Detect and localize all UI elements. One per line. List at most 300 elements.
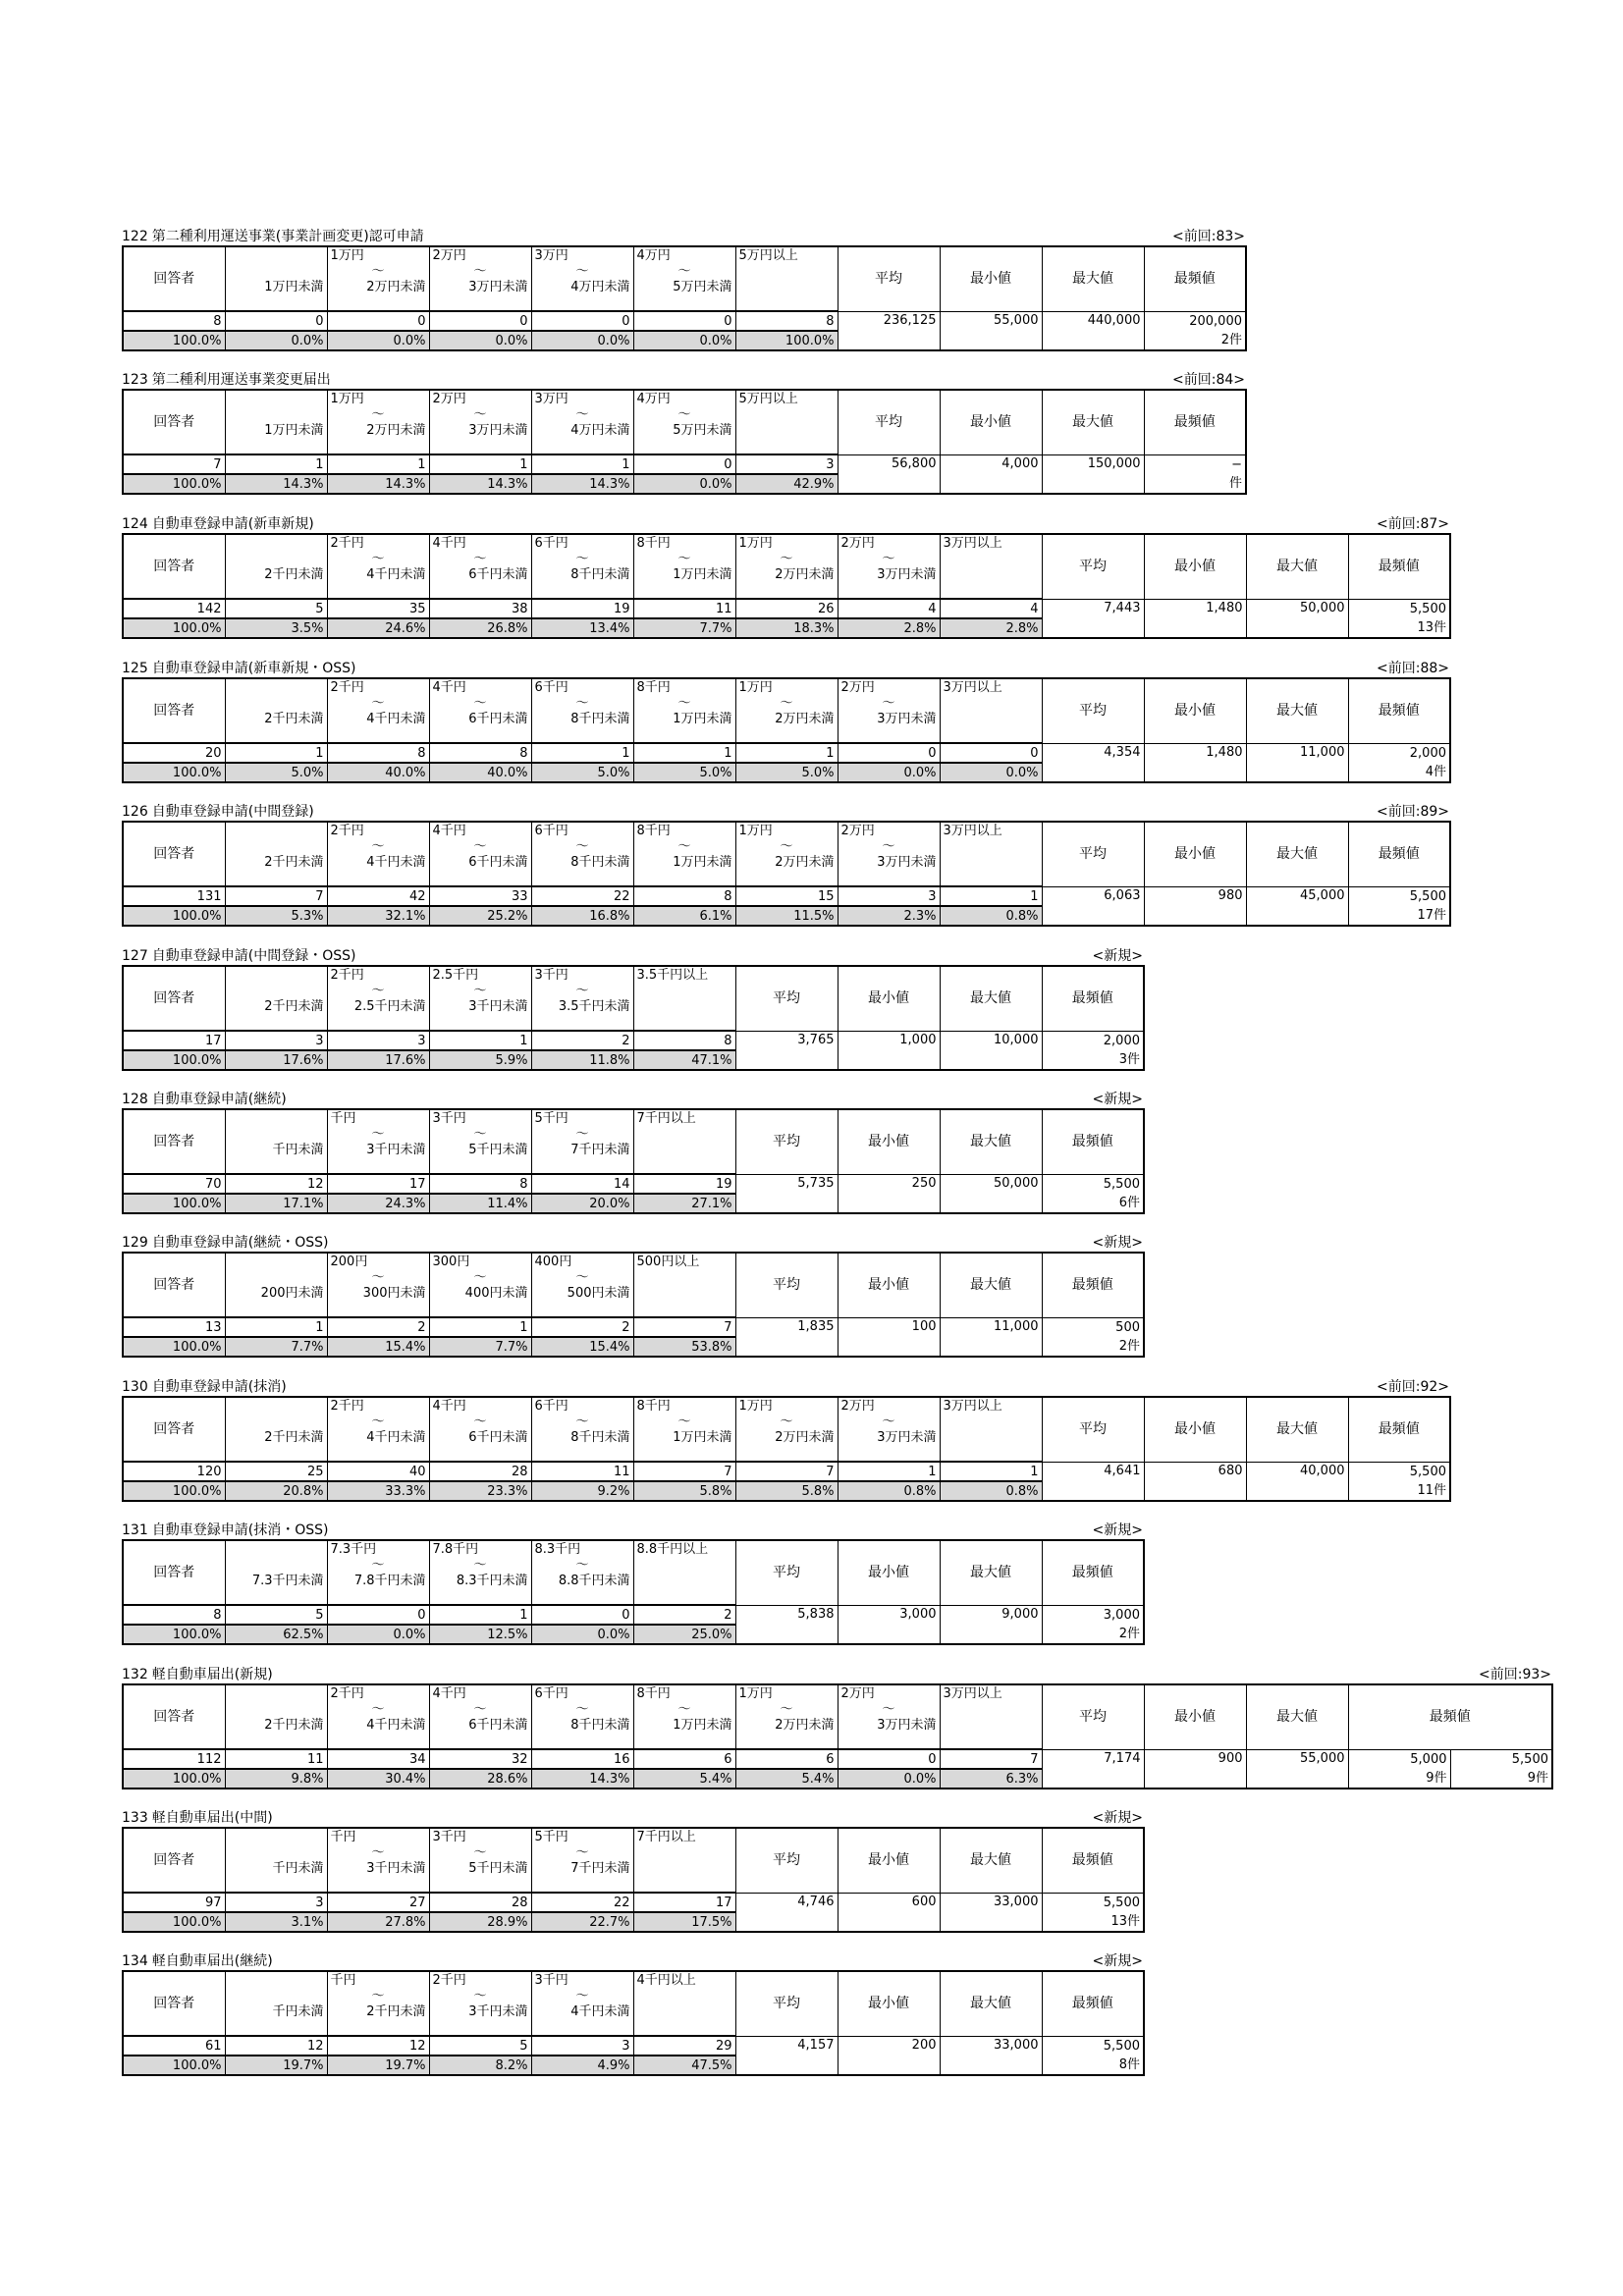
stat-value: 980	[1144, 886, 1246, 926]
count-row	[123, 1749, 1552, 1769]
range-upper	[637, 1861, 732, 1877]
previous-ref: <新規>	[1092, 948, 1143, 964]
range-header	[633, 822, 735, 886]
range-upper: 300円未満	[362, 1286, 426, 1301]
range-upper: 3万円未満	[877, 712, 937, 726]
range-lower: 2千円	[330, 968, 364, 983]
range-header	[735, 822, 838, 886]
range-percent: 13.4%	[531, 618, 633, 638]
range-tilde: 〜	[677, 552, 691, 566]
section-title-text: 軽自動車届出(中間)	[151, 1810, 273, 1826]
range-lower: 3万円以上	[943, 536, 1002, 551]
range-percent: 0.0%	[327, 331, 429, 350]
stat-header: 平均	[735, 1253, 838, 1317]
range-tilde: 〜	[371, 264, 385, 279]
range-header	[838, 1684, 940, 1749]
range-lower	[229, 680, 324, 696]
range-tilde	[637, 1127, 732, 1143]
range-percent: 19.7%	[225, 2056, 327, 2075]
respondents-header: 回答者	[123, 246, 225, 311]
range-tilde: 〜	[371, 552, 385, 566]
previous-ref: <前回:83>	[1172, 229, 1245, 244]
mode-amount: 500	[1115, 1319, 1140, 1335]
range-header	[940, 534, 1042, 599]
range-percent: 0.0%	[531, 331, 633, 350]
range-tilde: 〜	[575, 264, 589, 279]
range-header	[940, 1397, 1042, 1462]
range-percent: 19.7%	[327, 2056, 429, 2075]
range-upper: 5千円未満	[468, 1861, 528, 1876]
section-header	[122, 1522, 1143, 1539]
section-title	[122, 947, 355, 965]
survey-table	[122, 389, 1247, 495]
range-header	[327, 1828, 429, 1893]
range-percent: 11.4%	[429, 1194, 531, 1213]
header-row	[123, 534, 1450, 599]
range-tilde: 〜	[473, 1845, 487, 1860]
range-header	[838, 534, 940, 599]
range-upper: 2千円未満	[264, 1718, 324, 1733]
mode-value	[1042, 1317, 1144, 1357]
range-tilde: 〜	[371, 839, 385, 854]
range-tilde: 〜	[677, 264, 691, 279]
range-lower: 8千円	[636, 680, 671, 695]
section-number: 130	[122, 1379, 148, 1395]
range-percent: 5.8%	[633, 1481, 735, 1501]
range-lower: 2万円	[840, 1399, 875, 1414]
range-percent: 8.2%	[429, 2056, 531, 2075]
range-lower: 4千円	[432, 536, 466, 551]
range-lower: 1万円	[738, 1399, 773, 1414]
range-count: 3	[327, 1031, 429, 1050]
range-count: 1	[940, 886, 1042, 906]
stat-header: 最大値	[1246, 534, 1348, 599]
section-title-text: 自動車登録申請(中間登録・OSS)	[151, 948, 356, 964]
range-upper	[739, 423, 835, 439]
respondent-percent: 100.0%	[123, 1769, 225, 1789]
stat-header: 最大値	[1246, 1397, 1348, 1462]
range-upper: 2万円未満	[775, 1430, 835, 1445]
count-row	[123, 1462, 1450, 1481]
stat-value: 200	[838, 2036, 940, 2075]
range-header	[327, 966, 429, 1031]
respondent-count: 20	[123, 743, 225, 763]
range-upper: 6千円未満	[468, 567, 528, 582]
range-lower: 5万円以上	[738, 248, 798, 263]
range-lower: 3万円以上	[943, 1399, 1002, 1414]
range-percent: 4.9%	[531, 2056, 633, 2075]
range-percent: 7.7%	[429, 1337, 531, 1357]
range-tilde: 〜	[677, 839, 691, 854]
range-percent: 0.0%	[940, 763, 1042, 782]
header-row	[123, 1397, 1450, 1462]
section-number: 126	[122, 804, 148, 820]
range-percent: 5.0%	[633, 763, 735, 782]
mode-amount: 5,500	[1409, 601, 1446, 616]
range-header	[225, 1397, 327, 1462]
range-upper: 4千円未満	[366, 855, 426, 870]
range-tilde: 〜	[882, 696, 895, 711]
section-title	[122, 1234, 328, 1252]
respondents-header: 回答者	[123, 1971, 225, 2036]
stat-header: 最大値	[940, 1828, 1042, 1893]
range-lower: 3千円	[432, 1111, 466, 1126]
range-lower: 2万円	[840, 680, 875, 695]
range-upper: 5万円未満	[673, 423, 732, 438]
range-tilde: 〜	[882, 1702, 895, 1717]
respondents-header: 回答者	[123, 1397, 225, 1462]
survey-table	[122, 1970, 1145, 2076]
previous-ref: <新規>	[1092, 1810, 1143, 1826]
range-tilde	[229, 696, 324, 712]
mode-value	[1348, 1462, 1450, 1501]
section-title	[122, 515, 314, 533]
range-upper: 4千円未満	[366, 1718, 426, 1733]
respondents-header: 回答者	[123, 1109, 225, 1174]
range-count: 2	[327, 1317, 429, 1337]
respondents-header: 回答者	[123, 822, 225, 886]
range-upper: 2万円未満	[366, 280, 426, 294]
range-tilde	[944, 839, 1039, 855]
section-title	[122, 1378, 287, 1396]
range-percent: 6.1%	[633, 906, 735, 926]
section-title	[122, 228, 424, 245]
range-lower: 7千円以上	[636, 1830, 696, 1844]
section-header	[122, 947, 1143, 965]
range-upper: 5万円未満	[673, 280, 732, 294]
respondent-percent: 100.0%	[123, 906, 225, 926]
range-upper: 8千円未満	[570, 1718, 630, 1733]
stat-header: 最小値	[1144, 1684, 1246, 1749]
range-count: 1	[735, 743, 838, 763]
range-header	[327, 534, 429, 599]
range-lower: 3千円	[534, 968, 568, 983]
respondents-header: 回答者	[123, 1540, 225, 1605]
stat-header: 最大値	[940, 1253, 1042, 1317]
range-tilde: 〜	[473, 264, 487, 279]
range-upper: 2万円未満	[775, 1718, 835, 1733]
previous-ref: <新規>	[1092, 1235, 1143, 1251]
header-row	[123, 1109, 1144, 1174]
range-header	[735, 390, 838, 454]
range-count: 17	[633, 1893, 735, 1912]
stat-value: 40,000	[1246, 1462, 1348, 1501]
survey-table	[122, 1683, 1553, 1789]
range-header	[225, 1828, 327, 1893]
stat-value: 55,000	[1246, 1749, 1348, 1789]
range-lower: 500円以上	[636, 1255, 700, 1269]
range-percent: 9.2%	[531, 1481, 633, 1501]
range-upper: 3万円未満	[468, 423, 528, 438]
count-row	[123, 599, 1450, 618]
range-tilde: 〜	[780, 696, 793, 711]
range-header	[531, 1253, 633, 1317]
stat-header: 最頻値	[1042, 1971, 1144, 2036]
range-lower: 2万円	[840, 536, 875, 551]
range-count: 3	[225, 1893, 327, 1912]
mode-amount: 5,500	[1103, 1176, 1140, 1192]
range-header	[429, 1828, 531, 1893]
range-count: 1	[225, 743, 327, 763]
range-percent: 17.5%	[633, 1912, 735, 1932]
range-header	[633, 1253, 735, 1317]
range-tilde: 〜	[371, 1270, 385, 1285]
respondent-percent: 100.0%	[123, 1194, 225, 1213]
stat-header: 最大値	[1246, 822, 1348, 886]
range-count: 7	[225, 886, 327, 906]
section-header	[122, 228, 1245, 245]
respondent-percent: 100.0%	[123, 2056, 225, 2075]
range-header	[633, 1109, 735, 1174]
stat-header: 最頻値	[1042, 1828, 1144, 1893]
range-lower: 2千円	[330, 1686, 364, 1701]
range-lower: 3千円	[534, 1973, 568, 1988]
range-tilde: 〜	[371, 1702, 385, 1717]
range-lower: 6千円	[534, 536, 568, 551]
range-upper: 3万円未満	[877, 1718, 937, 1733]
range-upper: 200円未満	[260, 1286, 324, 1301]
stat-value: 440,000	[1042, 311, 1144, 350]
range-percent: 0.0%	[327, 1625, 429, 1644]
range-count: 25	[225, 1462, 327, 1481]
range-lower: 2千円	[330, 680, 364, 695]
range-lower: 8千円	[636, 1399, 671, 1414]
range-header	[633, 1684, 735, 1749]
survey-section	[122, 515, 1451, 639]
range-percent: 0.0%	[838, 763, 940, 782]
range-lower: 1万円	[330, 392, 364, 406]
range-percent: 7.7%	[225, 1337, 327, 1357]
range-lower	[229, 392, 324, 407]
range-header	[429, 1397, 531, 1462]
range-count: 28	[429, 1462, 531, 1481]
range-tilde: 〜	[575, 1558, 589, 1573]
range-count: 0	[327, 311, 429, 331]
mode-value	[1144, 311, 1246, 350]
mode-value	[1144, 454, 1246, 494]
range-upper: 7千円未満	[570, 1143, 630, 1157]
range-header	[327, 1540, 429, 1605]
section-title-text: 自動車登録申請(新車新規・OSS)	[151, 661, 356, 676]
stat-header: 最小値	[838, 966, 940, 1031]
stat-header: 最小値	[838, 1828, 940, 1893]
range-upper: 500円未満	[567, 1286, 630, 1301]
range-header	[429, 678, 531, 743]
range-header	[838, 1397, 940, 1462]
range-tilde	[229, 1270, 324, 1286]
range-tilde: 〜	[575, 696, 589, 711]
stat-header: 最大値	[940, 1971, 1042, 2036]
range-header	[327, 678, 429, 743]
range-percent: 40.0%	[327, 763, 429, 782]
stat-value: 1,000	[838, 1031, 940, 1070]
range-count: 17	[327, 1174, 429, 1194]
previous-ref: <前回:87>	[1377, 516, 1449, 532]
section-header	[122, 515, 1449, 533]
section-number: 129	[122, 1235, 148, 1251]
stat-header: 最小値	[940, 246, 1042, 311]
range-percent: 17.6%	[225, 1050, 327, 1070]
range-count: 38	[429, 599, 531, 618]
range-upper: 6千円未満	[468, 712, 528, 726]
section-title-text: 軽自動車届出(新規)	[151, 1667, 273, 1682]
count-row	[123, 1031, 1144, 1050]
header-row	[123, 1828, 1144, 1893]
range-count: 1	[531, 454, 633, 474]
respondent-count: 70	[123, 1174, 225, 1194]
range-tilde: 〜	[371, 1127, 385, 1142]
range-upper: 7.3千円未満	[251, 1574, 324, 1588]
count-row	[123, 454, 1246, 474]
stat-header: 最大値	[1246, 678, 1348, 743]
range-upper: 4千円未満	[366, 1430, 426, 1445]
stat-header: 最大値	[1042, 246, 1144, 311]
range-lower	[229, 1111, 324, 1127]
range-count: 3	[838, 886, 940, 906]
range-percent: 24.3%	[327, 1194, 429, 1213]
range-header	[531, 1971, 633, 2036]
range-count: 42	[327, 886, 429, 906]
stat-header: 最頻値	[1348, 534, 1450, 599]
stat-header: 最小値	[940, 390, 1042, 454]
range-tilde: 〜	[371, 1989, 385, 2003]
respondent-percent: 100.0%	[123, 763, 225, 782]
range-header	[838, 822, 940, 886]
range-tilde	[229, 1702, 324, 1718]
range-tilde: 〜	[575, 552, 589, 566]
section-title	[122, 1952, 273, 1970]
range-tilde	[637, 1270, 732, 1286]
survey-table	[122, 1396, 1451, 1502]
stat-value: 55,000	[940, 311, 1042, 350]
range-upper: 1万円未満	[673, 1718, 732, 1733]
section-header	[122, 1952, 1143, 1970]
section-title-text: 軽自動車届出(継続)	[151, 1953, 273, 1969]
range-upper: 千円未満	[272, 1861, 324, 1876]
respondents-header: 回答者	[123, 966, 225, 1031]
section-title-text: 自動車登録申請(抹消)	[151, 1379, 287, 1395]
range-header	[940, 822, 1042, 886]
range-upper: 2万円未満	[775, 567, 835, 582]
range-upper: 8千円未満	[570, 712, 630, 726]
range-tilde	[637, 1558, 732, 1574]
stat-header: 平均	[735, 1971, 838, 2036]
range-count: 22	[531, 1893, 633, 1912]
range-count: 8	[633, 886, 735, 906]
section-number: 125	[122, 661, 148, 676]
range-header	[735, 1397, 838, 1462]
range-percent: 30.4%	[327, 1769, 429, 1789]
section-number: 131	[122, 1522, 148, 1538]
range-tilde: 〜	[575, 839, 589, 854]
mode-amount: 2,000	[1409, 745, 1446, 761]
range-percent: 23.3%	[429, 1481, 531, 1501]
stat-value: 3,000	[838, 1605, 940, 1644]
respondent-percent: 100.0%	[123, 1625, 225, 1644]
range-upper: 8千円未満	[570, 855, 630, 870]
range-upper: 千円未満	[272, 2004, 324, 2019]
stat-header: 最小値	[838, 1971, 940, 2036]
stat-value: 3,765	[735, 1031, 838, 1070]
range-header	[531, 534, 633, 599]
range-count: 34	[327, 1749, 429, 1769]
respondent-count: 8	[123, 1605, 225, 1625]
range-header	[531, 1828, 633, 1893]
range-upper: 3万円未満	[468, 280, 528, 294]
range-upper: 4千円未満	[366, 567, 426, 582]
range-lower: 2千円	[330, 1399, 364, 1414]
range-header	[940, 678, 1042, 743]
range-header	[633, 534, 735, 599]
range-tilde: 〜	[780, 839, 793, 854]
section-header	[122, 1666, 1551, 1683]
range-upper: 3千円未満	[366, 1143, 426, 1157]
range-tilde	[229, 407, 324, 423]
section-header	[122, 371, 1245, 389]
range-count: 27	[327, 1893, 429, 1912]
range-upper: 2千円未満	[264, 567, 324, 582]
range-upper	[637, 2004, 732, 2020]
range-lower: 4千円	[432, 824, 466, 838]
range-tilde	[229, 1558, 324, 1574]
range-lower: 8.8千円以上	[636, 1542, 709, 1557]
range-count: 6	[735, 1749, 838, 1769]
respondent-count: 112	[123, 1749, 225, 1769]
range-percent: 33.3%	[327, 1481, 429, 1501]
mode-value	[1450, 1749, 1552, 1789]
respondent-count: 142	[123, 599, 225, 618]
stat-value: 50,000	[1246, 599, 1348, 638]
range-header	[531, 1540, 633, 1605]
range-header	[531, 966, 633, 1031]
range-lower	[229, 1973, 324, 1989]
range-upper	[637, 1143, 732, 1158]
mode-count: 8件	[1118, 2056, 1140, 2072]
mode-count: 2件	[1118, 1626, 1140, 1641]
section-title	[122, 1809, 273, 1827]
range-count: 1	[633, 743, 735, 763]
range-tilde: 〜	[882, 552, 895, 566]
range-percent: 40.0%	[429, 763, 531, 782]
range-upper: 1万円未満	[673, 855, 732, 870]
range-count: 8	[327, 743, 429, 763]
range-count: 12	[327, 2036, 429, 2056]
range-lower: 6千円	[534, 1399, 568, 1414]
stat-value: 4,000	[940, 454, 1042, 494]
range-percent: 17.6%	[327, 1050, 429, 1070]
survey-table	[122, 965, 1145, 1071]
range-count: 35	[327, 599, 429, 618]
range-percent: 5.0%	[225, 763, 327, 782]
range-count: 8	[735, 311, 838, 331]
stat-header: 最頻値	[1348, 1684, 1552, 1749]
survey-table	[122, 1252, 1145, 1358]
range-header	[633, 246, 735, 311]
previous-ref: <新規>	[1092, 1953, 1143, 1969]
range-lower: 7.3千円	[330, 1542, 377, 1557]
range-percent: 0.0%	[225, 331, 327, 350]
range-lower: 5千円	[534, 1830, 568, 1844]
range-percent: 0.0%	[633, 331, 735, 350]
range-percent: 27.1%	[633, 1194, 735, 1213]
stat-value: 56,800	[838, 454, 940, 494]
stat-header: 最大値	[1246, 1684, 1348, 1749]
range-lower	[229, 824, 324, 839]
count-row	[123, 1893, 1144, 1912]
range-percent: 7.7%	[633, 618, 735, 638]
mode-amount: 5,500	[1511, 1751, 1548, 1767]
range-upper: 7.8千円未満	[353, 1574, 426, 1588]
